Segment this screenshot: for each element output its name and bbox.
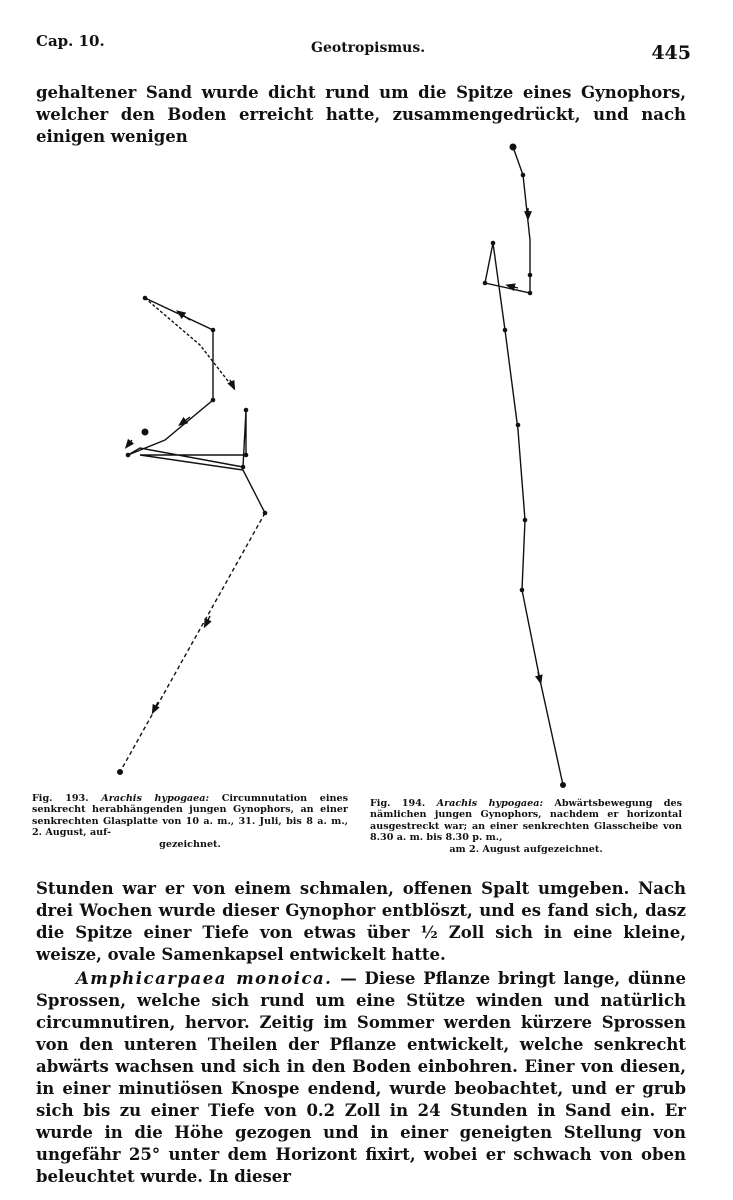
- figure-193-label: Fig. 193.: [32, 793, 89, 804]
- paragraph-3-species: Amphicarpaea monoica.: [76, 969, 333, 988]
- page-number: 445: [651, 42, 691, 64]
- figure-193-points: [117, 296, 267, 775]
- running-title: Geotropismus.: [311, 40, 426, 56]
- chapter-label: Cap. 10.: [36, 32, 105, 50]
- paragraph-3-text: — Diese Pflanze bringt lange, dünne Sprossen, welche sich rund um eine Stütze winden und natürlich circumnutiren, hervor. Zeitig im Sommer werden kürzere Sprossen von den unteren Theilen der Pflanze entwickelt, welche senkrecht abwärts wachsen und sich in den Boden einbohren. Einer von diesen, in einer minutiösen Knospe endend, wurde beobachtet, und er grub sich bis zu einer Tiefe von 0.2 Zoll in 24 Stunden in Sand ein. Er wurde in die Höhe gezogen und in einer geneigten Stellung von ungefähr 25° unter dem Horizont fixirt, wobei er schwach von oben beleuchtet wurde. In dieser: [36, 969, 686, 1186]
- paragraph-3: [36, 968, 686, 1188]
- figure-193-last-line: gezeichnet.: [159, 838, 221, 850]
- figure-194-text: Abwärtsbewegung des nämlichen jungen Gynophors, nachdem er horizontal ausgestreckt war; an einer senkrechten Glasscheibe von 8.30 a. m. bis 8.30 p. m.,: [370, 798, 683, 844]
- figure-193-species: Arachis hypogaea:: [101, 793, 210, 804]
- figure-194-points: [483, 144, 566, 789]
- figure-194-trace: [485, 147, 563, 785]
- paragraph-top: gehaltener Sand wurde dicht rund um die Spitze eines Gynophors, welcher den Boden erreicht hatte, zusammengedrückt, und nach einigen wenigen: [36, 83, 686, 146]
- figure-193-caption: [32, 793, 348, 850]
- figure-193-trace: [120, 298, 265, 772]
- figure-194-label: Fig. 194.: [370, 798, 426, 809]
- paragraph-2: Stunden war er von einem schmalen, offenen Spalt umgeben. Nach drei Wochen wurde dieser Gynophor entblöszt, und es fand sich, dasz die Spitze einer Tiefe von etwas über ½ Zoll sich in eine kleine, weisze, ovale Samenkapsel entwickelt hatte.: [36, 879, 686, 964]
- figure-193-text: Circumnutation eines senkrecht herabhängenden jungen Gynophors, an einer senkrechten Glasplatte von 10 a. m., 31. Juli, bis 8 a. m., 2. August, auf-: [32, 793, 349, 839]
- figure-194-last-line: am 2. August aufgezeichnet.: [449, 843, 603, 855]
- figure-194-species: Arachis hypogaea:: [436, 798, 544, 809]
- figure-194-caption: [370, 798, 682, 855]
